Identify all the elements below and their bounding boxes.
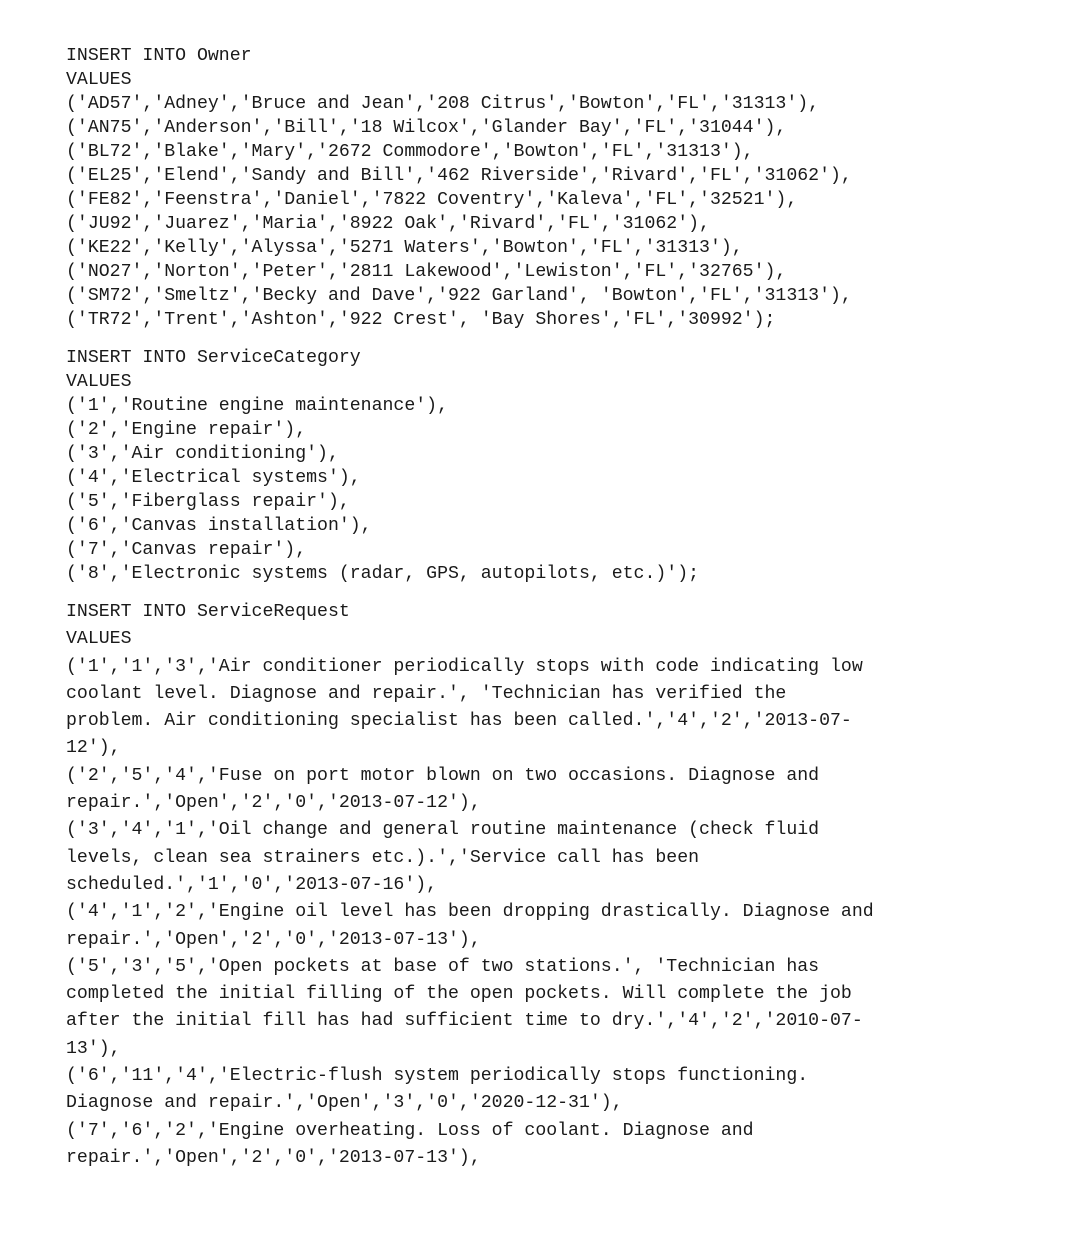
code-line: VALUES xyxy=(66,70,132,90)
code-line: ('7','6','2','Engine overheating. Loss of coolant. Diagnose and xyxy=(66,1120,754,1141)
code-line: repair.','Open','2','0','2013-07-12'), xyxy=(66,793,481,814)
request-insert-block xyxy=(66,599,1066,1172)
code-line: ('6','Canvas installation'), xyxy=(66,515,372,536)
code-line: ('6','11','4','Electric-flush system periodically stops functioning. xyxy=(66,1066,809,1087)
code-line: ('4','Electrical systems'), xyxy=(66,467,361,488)
code-line: repair.','Open','2','0','2013-07-13'), xyxy=(66,1147,481,1168)
code-line: 12'), xyxy=(66,738,121,759)
code-line: levels, clean sea strainers etc.).','Service call has been xyxy=(66,847,700,868)
code-line: ('JU92','Juarez','Maria','8922 Oak','Rivard','FL','31062'), xyxy=(66,214,710,234)
code-line: ('4','1','2','Engine oil level has been dropping drastically. Diagnose and xyxy=(66,902,874,923)
code-line: INSERT INTO Owner xyxy=(66,46,252,66)
code-line: ('2','5','4','Fuse on port motor blown on two occasions. Diagnose and xyxy=(66,765,820,786)
code-line: completed the initial filling of the open pockets. Will complete the job xyxy=(66,984,852,1005)
code-line: ('EL25','Elend','Sandy and Bill','462 Riverside','Rivard','FL','31062'), xyxy=(66,166,852,186)
code-line: ('AD57','Adney','Bruce and Jean','208 Citrus','Bowton','FL','31313'), xyxy=(66,94,820,114)
code-line: ('BL72','Blake','Mary','2672 Commodore','Bowton','FL','31313'), xyxy=(66,142,754,162)
code-line: VALUES xyxy=(66,371,132,392)
code-line: ('2','Engine repair'), xyxy=(66,419,307,440)
code-line: ('3','Air conditioning'), xyxy=(66,443,339,464)
code-line: INSERT INTO ServiceCategory xyxy=(66,347,361,368)
code-line: ('TR72','Trent','Ashton','922 Crest', 'Bay Shores','FL','30992'); xyxy=(66,310,776,330)
code-line: 13'), xyxy=(66,1038,121,1059)
code-line: INSERT INTO ServiceRequest xyxy=(66,602,350,622)
code-line: ('NO27','Norton','Peter','2811 Lakewood','Lewiston','FL','32765'), xyxy=(66,262,787,282)
code-line: ('1','1','3','Air conditioner periodically stops with code indicating low xyxy=(66,656,863,677)
code-line: VALUES xyxy=(66,629,132,650)
code-line: coolant level. Diagnose and repair.', 'Technician has verified the xyxy=(66,683,787,704)
code-line: ('5','Fiberglass repair'), xyxy=(66,491,350,512)
code-line: ('SM72','Smeltz','Becky and Dave','922 Garland', 'Bowton','FL','31313'), xyxy=(66,286,852,306)
code-line: Diagnose and repair.','Open','3','0','2020-12-31'), xyxy=(66,1093,623,1114)
code-line: ('8','Electronic systems (radar, GPS, autopilots, etc.)'); xyxy=(66,563,700,584)
sql-document xyxy=(66,44,1066,1186)
owner-insert-block xyxy=(66,44,1066,332)
code-line: ('AN75','Anderson','Bill','18 Wilcox','Glander Bay','FL','31044'), xyxy=(66,118,787,138)
code-line: ('1','Routine engine maintenance'), xyxy=(66,395,448,416)
code-line: ('5','3','5','Open pockets at base of two stations.', 'Technician has xyxy=(66,956,820,977)
code-line: problem. Air conditioning specialist has been called.','4','2','2013-07- xyxy=(66,711,852,732)
code-line: ('7','Canvas repair'), xyxy=(66,539,307,560)
code-line: scheduled.','1','0','2013-07-16'), xyxy=(66,874,438,895)
code-line: repair.','Open','2','0','2013-07-13'), xyxy=(66,929,481,950)
code-line: after the initial fill has had sufficient time to dry.','4','2','2010-07- xyxy=(66,1011,863,1032)
code-line: ('FE82','Feenstra','Daniel','7822 Coventry','Kaleva','FL','32521'), xyxy=(66,190,798,210)
category-insert-block xyxy=(66,346,1066,586)
code-line: ('KE22','Kelly','Alyssa','5271 Waters','Bowton','FL','31313'), xyxy=(66,238,743,258)
code-line: ('3','4','1','Oil change and general routine maintenance (check fluid xyxy=(66,820,820,841)
